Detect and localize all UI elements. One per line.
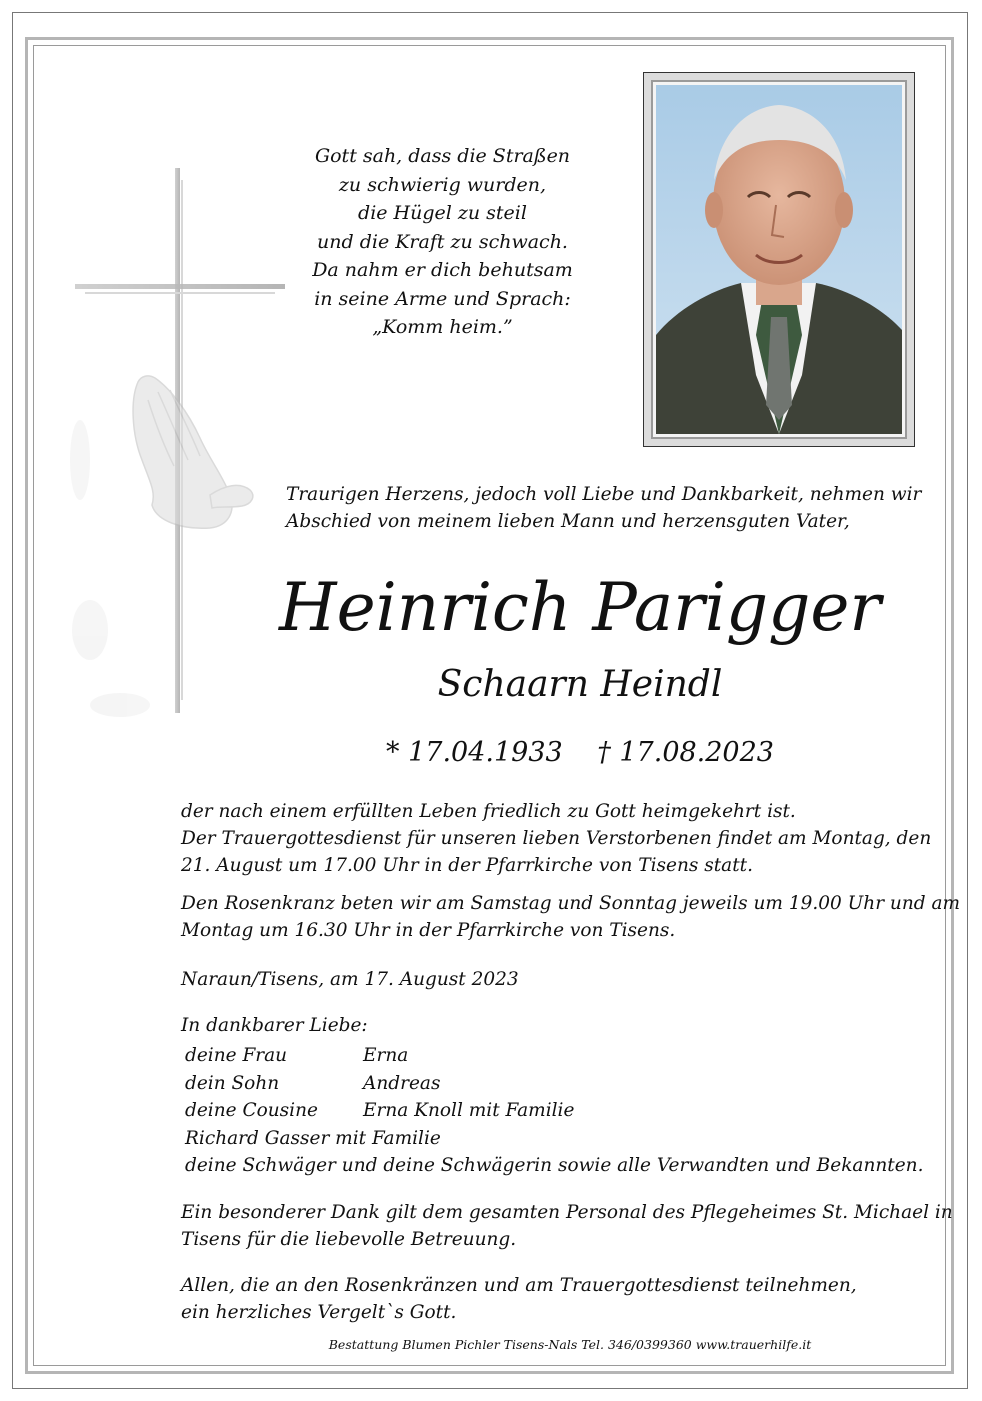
place-date-line: Naraun/Tisens, am 17. August 2023: [181, 969, 519, 990]
poem-line: „Komm heim.”: [372, 316, 513, 338]
poem-line: Da nahm er dich behutsam: [312, 259, 573, 281]
intro-line: Traurigen Herzens, jedoch voll Liebe und Dankbarkeit, nehmen wir: [286, 484, 922, 505]
portrait-photo-icon: [656, 85, 902, 434]
deceased-nickname: Schaarn Heindl: [437, 664, 723, 705]
poem: [300, 142, 585, 342]
list-item: [185, 1097, 905, 1125]
rosary-line: Den Rosenkranz beten wir am Samstag und Sonntag jeweils um 19.00 Uhr und am: [181, 893, 961, 914]
deceased-name: Heinrich Parigger: [279, 569, 881, 646]
funeral-line: 21. August um 17.00 Uhr in der Pfarrkirche von Tisens statt.: [181, 855, 753, 876]
funeral-text: [181, 825, 932, 879]
closing-text: [181, 1272, 911, 1326]
rosary-text: [181, 890, 961, 944]
passing-text: [181, 798, 911, 825]
mourner-name: Erna Knoll mit Familie: [363, 1100, 575, 1121]
death-date: † 17.08.2023: [597, 737, 774, 768]
mourner-relation: dein Sohn: [185, 1072, 280, 1094]
funeral-home-footer: Bestattung Blumen Pichler Tisens-Nals Tel. 346/0399360 www.trauerhilfe.it: [328, 1337, 812, 1352]
closing-line: Allen, die an den Rosenkränzen und am Trauergottesdienst teilnehmen,: [181, 1275, 857, 1296]
closing-line: ein herzliches Vergelt`s Gott.: [181, 1302, 457, 1323]
funeral-line: Der Trauergottesdienst für unseren lieben Verstorbenen findet am Montag, den: [181, 828, 932, 849]
poem-line: Gott sah, dass die Straßen: [314, 145, 571, 167]
portrait-mat: [651, 80, 907, 439]
thanks-line: Ein besonderer Dank gilt dem gesamten Personal des Pflegeheimes St. Michael in: [181, 1202, 953, 1223]
intro-text: [286, 481, 926, 535]
thanks-line: Tisens für die liebevolle Betreuung.: [181, 1229, 517, 1250]
portrait-photo: [656, 85, 902, 434]
mourners-intro-line: In dankbarer Liebe:: [181, 1015, 368, 1036]
birth-date: * 17.04.1933: [386, 737, 563, 768]
mourner-relation: deine Frau: [185, 1045, 288, 1066]
mourners-intro: [181, 1012, 911, 1039]
place-date: [181, 966, 911, 993]
intro-line: Abschied von meinem lieben Mann und herzensguten Vater,: [286, 511, 850, 532]
mourner-name: Erna: [363, 1045, 409, 1066]
list-item: [185, 1070, 905, 1098]
poem-line: die Hügel zu steil: [358, 202, 527, 224]
portrait-frame: [643, 72, 915, 447]
rosary-line: Montag um 16.30 Uhr in der Pfarrkirche von Tisens.: [181, 920, 676, 941]
mourners-list: [185, 1042, 924, 1180]
thanks-text: [181, 1199, 953, 1253]
mourner-name: Andreas: [363, 1072, 441, 1094]
poem-line: in seine Arme und Sprach:: [314, 287, 571, 310]
list-item: Richard Gasser mit Familie: [185, 1127, 441, 1149]
life-dates: [240, 737, 920, 768]
poem-line: und die Kraft zu schwach.: [317, 230, 568, 253]
list-item: deine Schwäger und deine Schwägerin sowie alle Verwandten und Bekannten.: [185, 1155, 924, 1176]
mourner-relation: deine Cousine: [185, 1100, 318, 1121]
list-item: [185, 1042, 905, 1070]
passing-line: der nach einem erfüllten Leben friedlich zu Gott heimgekehrt ist.: [181, 801, 796, 822]
poem-line: zu schwierig wurden,: [338, 173, 547, 196]
